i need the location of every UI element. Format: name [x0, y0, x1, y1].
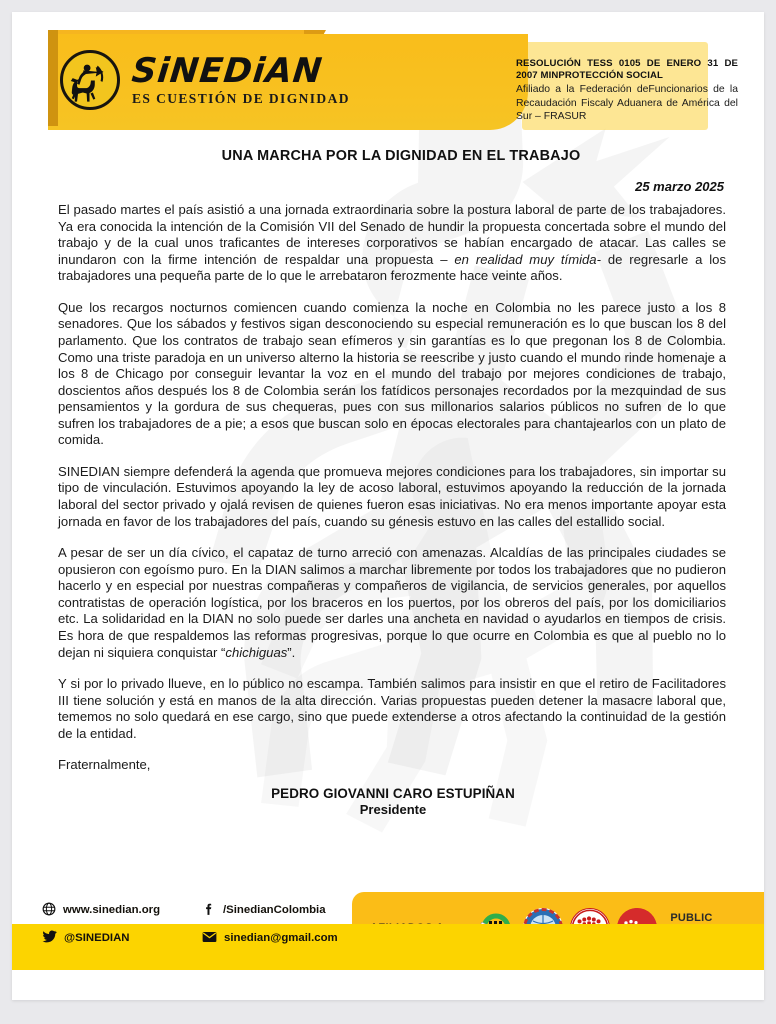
signature-role: Presidente — [359, 802, 427, 818]
signature-name: PEDRO GIOVANNI CARO ESTUPIÑAN — [271, 786, 515, 802]
brand-block — [129, 51, 350, 107]
paragraph-2: Que los recargos nocturnos comiencen cuando comienza la noche en Colombia no les parece justo a los 8 senadores. Que los sábados y festivos sigan desconociendo su especial remuneración es lo que buscan los 8 del parlamento. Que los contratos de trabajo sean efímeros y sin garantías es lo que pregonan los 8 de Colombia. Como una triste paradoja en un universo alterno la historia se reescribe y justo cuando el mundo rinde homenaje a los 8 de Chicago por conseguir levantar la voz en el mundo del trabajo por mejores condiciones de trabajo, doscientos años después los 8 de Colombia serán los fatídicos personajes recordados por la mezquindad de sus pensamientos y la gordura de sus chequeras, pues con sus millonarios salarios públicos no sufren de lo que sufren los trabajadores de a pie; a esos que buscan solo en épocas electorales para chantajearlos con un plato de comida. — [58, 299, 726, 448]
resolution-info — [516, 58, 738, 123]
closing-salutation: Fraternalmente, — [58, 757, 151, 773]
letterhead-footer — [12, 906, 764, 970]
page-title: UNA MARCHA POR LA DIGNIDAD EN EL TRABAJO — [221, 148, 581, 164]
document-sheet — [12, 12, 764, 1000]
footer-website[interactable] — [42, 902, 202, 919]
paragraph-1-part-b: de regresarle a los trabajadores una pequeña parte de lo que le arrebataron ferozmente hace veinte años. — [58, 251, 727, 284]
footer-website-text: www.sinedian.org — [63, 904, 161, 916]
twitter-bird-icon — [42, 929, 57, 947]
paragraph-4 — [46, 545, 730, 661]
paragraph-3: SINEDIAN siempre defenderá la agenda que promueva mejores condiciones para los trabajadores, sin importar su tipo de vinculación. Estuvimos apoyando la ley de acoso laboral, estuvimos apoyando la reducción de la jornada laboral del sector privado y ojalá revisen de quienes fueron esas iniciativas. No era menos importante apoyar esta jornada en favor de los trabajadores del país, cuando su génesis estuvo en las calles del estallido social. — [58, 463, 726, 529]
resolution-line: RESOLUCIÓN TESS 0105 DE ENERO 31 DE 2007 MINPROTECCIÓN SOCIAL — [516, 58, 738, 81]
footer-twitter-text: @SINEDIAN — [64, 932, 130, 944]
envelope-icon — [202, 931, 217, 946]
paragraph-5: Y si por lo privado llueve, en lo público no escampa. También salimos para insistir en que el retiro de Facilitadores III tiene solución y está en manos de la alta dirección. Varias propuestas pueden detener la masacre laboral que, tememos no solo quedará en ese cargo, sino que puede extenderse a otros afectando la continuidad de la gestión de la entidad. — [58, 676, 726, 741]
letterhead-header — [12, 12, 764, 140]
centaur-archer-icon — [60, 50, 120, 110]
footer-facebook[interactable] — [202, 902, 382, 919]
facebook-icon — [202, 902, 216, 919]
brand-name: SiNEDiAN — [129, 51, 325, 92]
document-body — [12, 140, 764, 817]
globe-icon — [42, 902, 56, 919]
paragraph-4-part-a: A pesar de ser un día cívico, el capataz de turno arreció con amenazas. Alcaldías de las principales ciudades se opusieron con egoísmo puro. En la DIAN salimos a marchar libremente por todos los trabajadores que no pudieron hacerlo y en especial por nuestras compañeras y compañeros de vigilancia, de servicios generales, por aquellos contratistas de operación logística, por los braceros en los puertos, por los obreros del país, por los domiciliarios etc. La solidaridad en la DIAN no solo puede ser darles una ancheta en navidad o ayudarlos en tiempos de crisis. Es hora de que respaldemos las reformas progresivas, porque lo que ocurre en Colombia es que al pueblo no lo dejan ni siquiera conquistar “ — [58, 545, 726, 660]
paragraph-4-emphasis: chichiguas — [225, 644, 288, 660]
affiliation-line: Afiliado a la Federación deFuncionarios de la Recaudación Fiscaly Aduanera de América del Sur – FRASUR — [516, 84, 738, 123]
psi-line-1: PUBLIC — [670, 911, 713, 924]
footer-facebook-text: /SinedianColombia — [223, 904, 326, 916]
paragraph-1 — [46, 202, 730, 285]
footer-email-text: sinedian@gmail.com — [224, 932, 338, 944]
header-left-edge — [48, 30, 58, 126]
document-date: 25 marzo 2025 — [635, 179, 724, 194]
paragraph-1-part-a: El pasado martes el país asistió a una jornada extraordinaria sobre la postura laboral de parte de los trabajadores. Ya era conocida la intención de la Comisión VII del Senado de hundir la propuesta concertada sobre el mundo del trabajo y de la cual unos traficantes de intereses corporativos se habían encargado de atacar. Las calles se inundaron con la firme intención de respaldar una propuesta – — [58, 202, 726, 267]
signature-block — [46, 786, 730, 817]
footer-email[interactable] — [202, 931, 382, 946]
logo-lockup — [60, 50, 350, 110]
footer-twitter[interactable] — [42, 929, 202, 947]
footer-contacts — [42, 896, 372, 952]
brand-tagline: ES CUESTIÓN DE DIGNIDAD — [132, 91, 350, 107]
paragraph-4-part-b: ”. — [287, 644, 296, 660]
paragraph-1-emphasis: en realidad muy tímida- — [454, 251, 601, 267]
